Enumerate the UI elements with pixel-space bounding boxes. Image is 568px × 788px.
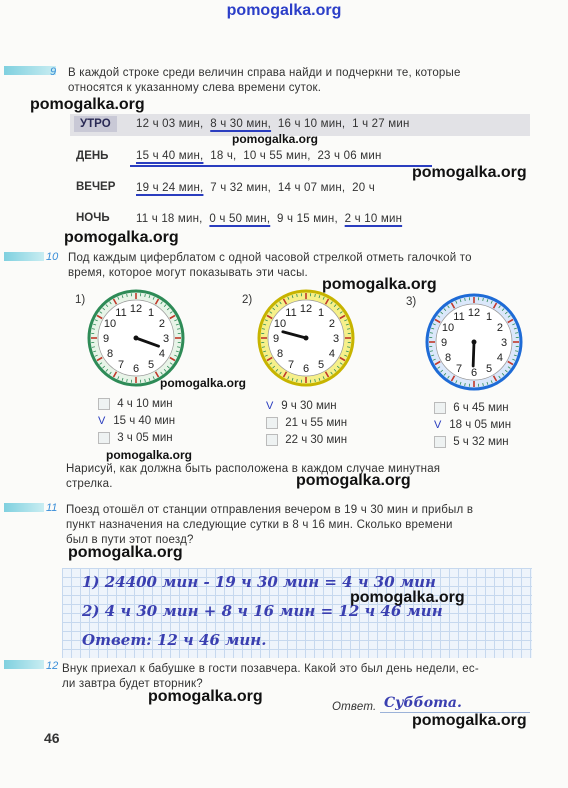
task-marker-bar	[4, 252, 44, 261]
checkbox[interactable]	[98, 432, 110, 444]
clock-numeral: 6	[132, 363, 140, 375]
solution-line-2: 2) 4 ч 30 мин + 8 ч 16 мин = 12 ч 46 мин	[82, 602, 443, 620]
clock-face-1	[86, 288, 186, 388]
clock-face-2	[256, 288, 356, 388]
values-row-evening: 19 ч 24 мин, 7 ч 32 мин, 14 ч 07 мин, 20 ч	[136, 182, 375, 194]
clock-numeral: 3	[332, 333, 340, 345]
clock-face-3	[424, 292, 524, 392]
watermark: pomogalka.org	[160, 376, 247, 390]
check-mark-icon: V	[98, 415, 106, 427]
task-number: 11	[46, 502, 58, 514]
hour-hand	[473, 342, 474, 366]
values-row-day: 15 ч 40 мин, 18 ч, 10 ч 55 мин, 23 ч 06 мин	[136, 150, 382, 162]
check-mark-icon: V	[434, 419, 442, 431]
clock-numeral: 5	[317, 358, 325, 371]
row-label-night: НОЧЬ	[76, 212, 110, 224]
answer-value: Суббота.	[384, 695, 462, 711]
clock-numeral: 1	[317, 307, 325, 320]
clock-center	[134, 336, 139, 341]
checkbox[interactable]	[434, 436, 446, 448]
task-text: Внук приехал к бабушке в гости позавчера. Какой это был день недели, ес- ли завтра будет вторник?	[62, 663, 479, 690]
clock-numeral: 6	[302, 363, 310, 375]
check-mark-icon: V	[266, 400, 274, 412]
values-row-morning: 12 ч 03 мин, 8 ч 30 мин, 16 ч 10 мин, 1 ч 27 мин	[136, 118, 410, 130]
clock-numeral: 9	[102, 333, 110, 345]
clock-numeral: 11	[453, 311, 465, 324]
clock-numeral: 12	[467, 307, 481, 319]
clock-label: 2)	[242, 294, 253, 306]
clock-numeral: 9	[272, 333, 280, 345]
watermark: pomogalka.org	[322, 276, 437, 293]
row-label-day: ДЕНЬ	[76, 150, 109, 162]
watermark: pomogalka.org	[30, 96, 145, 113]
checkbox[interactable]	[266, 417, 278, 429]
clock-label: 1)	[75, 294, 86, 306]
row-label-morning: УТРО	[74, 116, 117, 132]
clock-numeral: 5	[485, 362, 493, 375]
task-number: 12	[46, 660, 59, 672]
task-text: Под каждым циферблатом с одной часовой стрелкой отметь галочкой то время, которое могут показывать эти часы.	[68, 252, 472, 279]
watermark: pomogalka.org	[148, 688, 263, 705]
clock-numeral: 4	[496, 352, 504, 364]
clock-numeral: 2	[496, 322, 504, 334]
clock-numeral: 11	[115, 307, 127, 320]
checkbox[interactable]	[434, 402, 446, 414]
answer-label: Ответ.	[332, 701, 377, 713]
clock-numeral: 4	[158, 348, 166, 360]
clock-numeral: 2	[328, 318, 336, 330]
checkbox[interactable]	[266, 434, 278, 446]
watermark: pomogalka.org	[106, 448, 193, 462]
watermark: pomogalka.org	[68, 544, 183, 561]
clock-numeral: 9	[440, 337, 448, 349]
clock-numeral: 10	[103, 318, 117, 330]
row-label-evening: ВЕЧЕР	[76, 181, 116, 193]
site-watermark-header: pomogalka.org	[226, 2, 342, 19]
clock-numeral: 6	[470, 367, 478, 379]
clock-numeral: 7	[117, 358, 125, 371]
clock-numeral: 10	[441, 322, 455, 334]
solution-line-1: 1) 24400 мин - 19 ч 30 мин = 4 ч 30 мин	[82, 573, 436, 591]
clock-numeral: 8	[276, 348, 284, 360]
task-marker-bar	[4, 66, 56, 75]
task-text: В каждой строке среди величин справа найди и подчеркни те, которые относятся к указанному слева времени суток.	[68, 67, 461, 94]
clock-label: 3)	[406, 296, 417, 308]
watermark: pomogalka.org	[232, 132, 319, 146]
clock-center	[304, 336, 309, 341]
underline	[130, 165, 432, 167]
clock-numeral: 1	[485, 311, 493, 324]
solution-answer: Ответ: 12 ч 46 мин.	[82, 631, 267, 649]
clock-center	[472, 340, 477, 345]
task-number: 10	[46, 251, 59, 263]
clock-numeral: 7	[455, 362, 463, 375]
task-marker-bar	[4, 660, 44, 669]
clock-numeral: 11	[285, 307, 297, 320]
clock-numeral: 5	[147, 358, 155, 371]
watermark: pomogalka.org	[350, 589, 465, 606]
clock-numeral: 3	[500, 337, 508, 349]
watermark: pomogalka.org	[412, 712, 527, 729]
clock-numeral: 12	[299, 303, 313, 315]
task-marker-bar	[4, 503, 44, 512]
task-note: Нарисуй, как должна быть расположена в каждом случае минутная стрелка.	[66, 463, 441, 490]
clock-numeral: 2	[158, 318, 166, 330]
clock-numeral: 10	[273, 318, 287, 330]
options-clock-3: 6 ч 45 мин V 18 ч 05 мин 5 ч 32 мин	[434, 402, 512, 448]
task-number: 9	[50, 66, 57, 78]
task-text: Поезд отошёл от станции отправления вечером в 19 ч 30 мин и прибыл в пункт назначения на следующие сутки в 8 ч 16 мин. Сколько времени был в пути этот поезд?	[66, 504, 474, 546]
options-clock-1: 4 ч 10 мин V 15 ч 40 мин 3 ч 05 мин	[98, 398, 176, 444]
clock-numeral: 12	[129, 303, 143, 315]
page-number: 46	[44, 730, 60, 746]
options-clock-2: V 9 ч 30 мин 21 ч 55 мин 22 ч 30 мин	[266, 400, 348, 446]
clock-numeral: 7	[287, 358, 295, 371]
checkbox[interactable]	[98, 398, 110, 410]
values-row-night: 11 ч 18 мин, 0 ч 50 мин, 9 ч 15 мин, 2 ч 10 мин	[136, 213, 403, 225]
watermark: pomogalka.org	[296, 472, 411, 489]
clock-numeral: 8	[106, 348, 114, 360]
clock-numeral: 8	[444, 352, 452, 364]
clock-numeral: 4	[328, 348, 336, 360]
clock-numeral: 1	[147, 307, 155, 320]
watermark: pomogalka.org	[412, 164, 527, 181]
clock-numeral: 3	[162, 333, 170, 345]
watermark: pomogalka.org	[64, 229, 179, 246]
